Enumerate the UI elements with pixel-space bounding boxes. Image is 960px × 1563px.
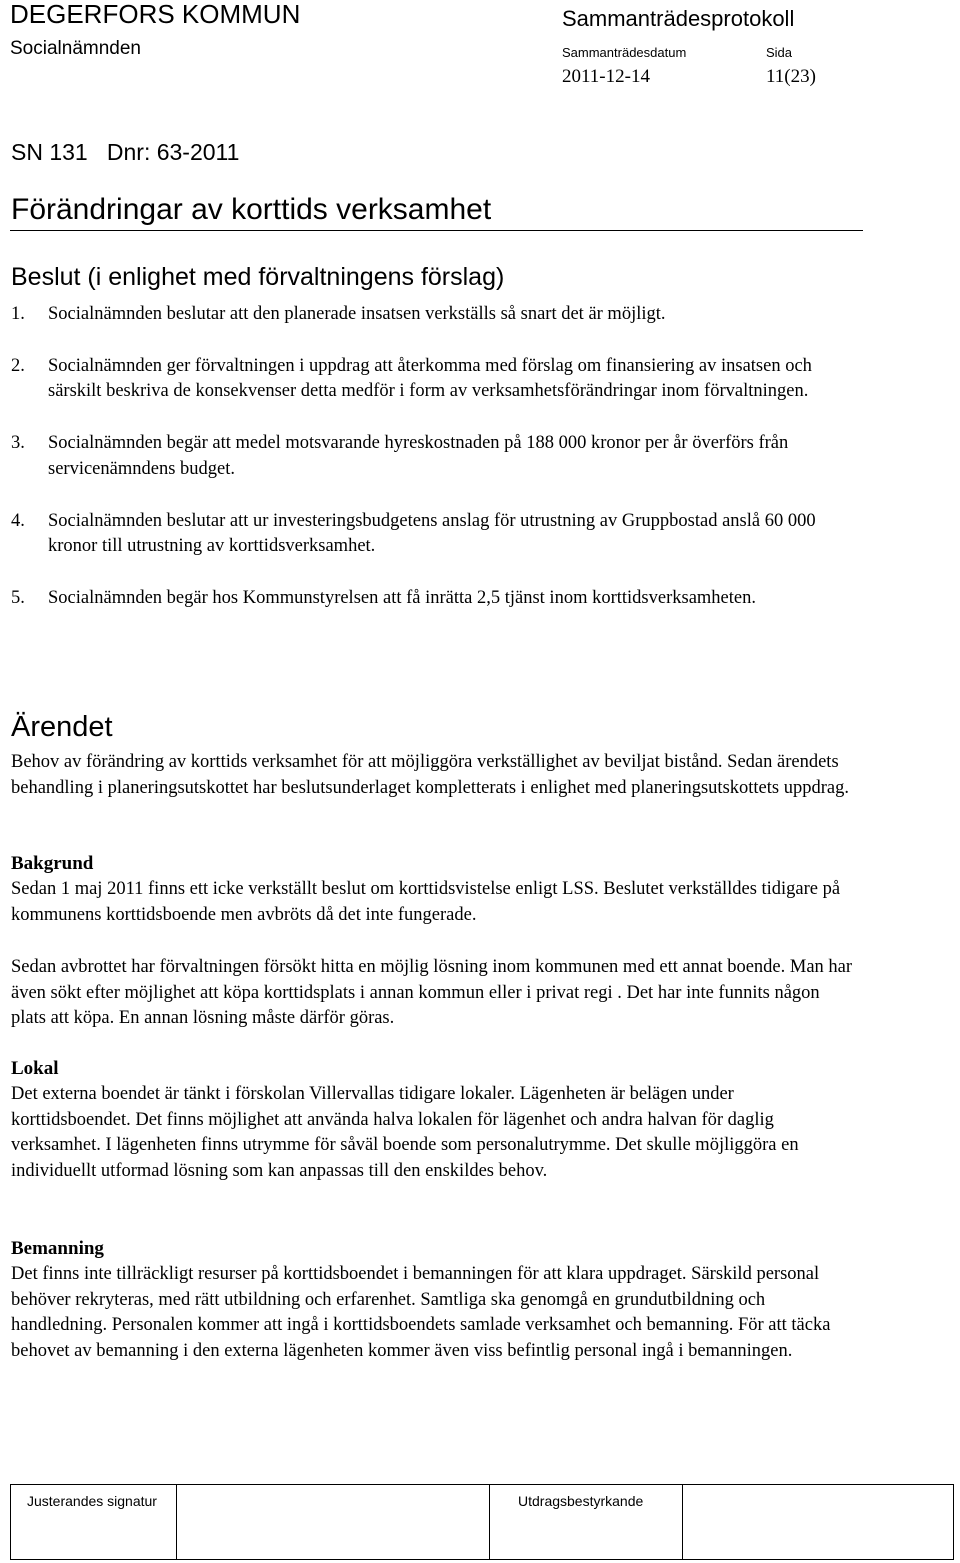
background-heading: Bakgrund	[11, 853, 94, 874]
title-divider	[10, 230, 863, 231]
signature-label: Justerandes signatur	[27, 1493, 157, 1509]
decision-item-number: 5.	[11, 587, 25, 608]
decision-item	[11, 354, 853, 405]
matter-heading: Ärendet	[11, 711, 113, 743]
decision-item-text: Socialnämnden begär hos Kommunstyrelsen att få inrätta 2,5 tjänst inom korttidsverksamheten.	[48, 587, 756, 608]
background-paragraph: Sedan avbrottet har förvaltningen försökt hitta en möjlig lösning inom kommunen med ett annat boende. Man har även sökt efter möjlighet att köpa korttidsplats i annan kommun eller i privat regi . Det har inte funnits någon plats att köpa. En annan lösning måste därför göras.	[11, 957, 853, 1029]
decision-heading: Beslut (i enlighet med förvaltningens förslag)	[11, 263, 505, 291]
department-name: Socialnämnden	[10, 38, 141, 59]
signature-field	[177, 1485, 490, 1559]
meeting-date-label: Sammanträdesdatum	[562, 45, 687, 60]
decision-list	[11, 302, 853, 638]
document-type: Sammanträdesprotokoll	[562, 6, 795, 31]
decision-item-text: Socialnämnden beslutar att den planerade insatsen verkställs så snart det är möjligt.	[48, 304, 666, 324]
premises-heading: Lokal	[11, 1058, 59, 1079]
page-number: 11(23)	[766, 66, 816, 87]
decision-item	[11, 586, 853, 612]
decision-item-text: Socialnämnden begär att medel motsvarande hyreskostnaden på 188 000 kronor per år överförs från servicenämndens budget.	[48, 433, 789, 479]
staffing-text: Det finns inte tillräckligt resurser på korttidsboendet i bemanningen för att klara uppdraget. Särskild personal behöver rekryteras, med rätt utbildning och erfarenhet. Samtliga ska genomgå en grundutbildning och handledning. Personalen kommer att ingå i korttidsboendets samlade verksamhet och bemanning. För att täcka behovet av bemanning i den externa lägenheten kommer även viss befintlig personal ingå i bemanningen.	[11, 1264, 831, 1362]
decision-item-number: 2.	[11, 355, 25, 376]
staffing-heading: Bemanning	[11, 1238, 104, 1259]
decision-item	[11, 431, 853, 482]
decision-item	[11, 302, 853, 328]
decision-item	[11, 509, 853, 560]
decision-item-text: Socialnämnden beslutar att ur investeringsbudgetens anslag för utrustning av Gruppbostad anslå 60 000 kronor till utrustning av korttidsverksamhet.	[48, 510, 816, 557]
certification-label-cell	[490, 1485, 683, 1559]
signature-table	[10, 1484, 954, 1560]
premises-text: Det externa boendet är tänkt i förskolan Villervallas tidigare lokaler. Lägenheten är belägen under korttidsboendet. Det finns möjlighet att använda halva lokalen för lägenhet och andra halvan för daglig verksamhet. I lägenheten finns utrymme för såväl boende som personalutrymme. Det skulle möjliggöra en individuellt utformad lösning som kan anpassas till den enskildes behov.	[11, 1084, 799, 1182]
certification-field	[683, 1485, 953, 1559]
decision-item-text: Socialnämnden ger förvaltningen i uppdrag att återkomma med förslag om finansiering av insatsen och särskilt beskriva de konsekvenser detta medför i form av verksamhetsförändringar inom förvaltningen.	[48, 355, 812, 402]
page-label: Sida	[766, 45, 793, 60]
meeting-date-value: 2011-12-14	[562, 66, 650, 87]
signature-label-cell	[11, 1485, 177, 1559]
certification-label: Utdragsbestyrkande	[518, 1493, 644, 1509]
decision-item-number: 4.	[11, 510, 25, 531]
organization-name: DEGERFORS KOMMUN	[10, 0, 301, 29]
decision-item-number: 3.	[11, 433, 25, 454]
case-title: Förändringar av korttids verksamhet	[11, 193, 492, 226]
matter-intro: Behov av förändring av korttids verksamhet för att möjliggöra verkställighet av beviljat bistånd. Sedan ärendets behandling i planeringsutskottet har beslutsunderlaget kompletterats i enlighet med planeringsutskottets uppdrag.	[11, 752, 849, 798]
decision-item-number: 1.	[11, 304, 25, 324]
background-paragraph: Sedan 1 maj 2011 finns ett icke verkställt beslut om korttidsvistelse enligt LSS. Beslutet verkställdes tidigare på kommunens korttidsboende men avbröts då det inte fungerade.	[11, 879, 841, 925]
case-number: SN 131 Dnr: 63-2011	[11, 139, 240, 165]
